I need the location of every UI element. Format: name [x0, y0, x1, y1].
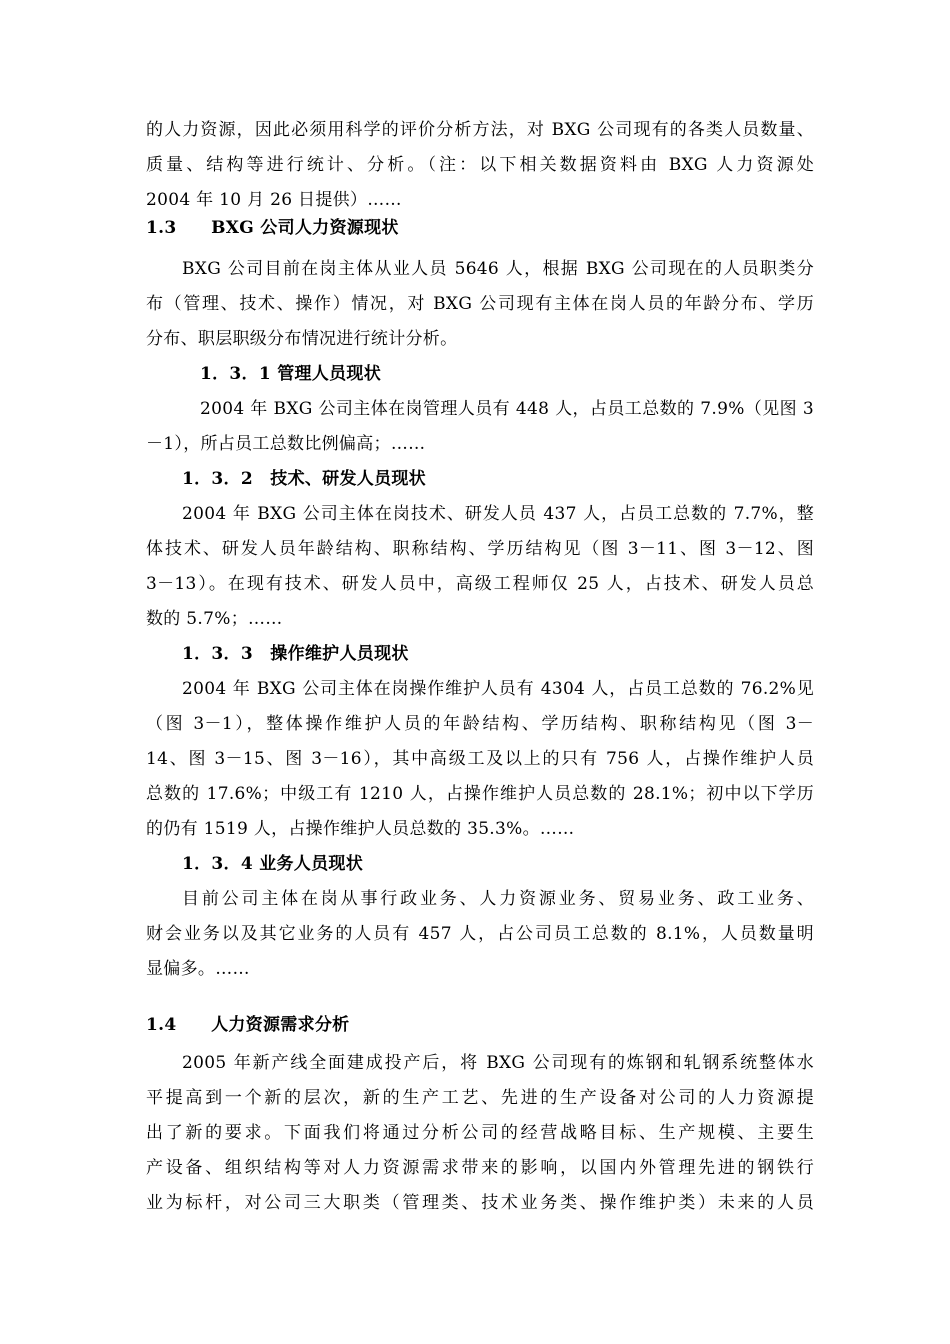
section-1-3-3-line-4: 总数的 17.6%；中级工有 1210 人，占操作维护人员总数的 28.1%；初中以下学历 [146, 784, 814, 804]
section-1-3-3-line-5: 的仍有 1519 人，占操作维护人员总数的 35.3%。…… [146, 819, 575, 839]
section-1-3-heading: 1.3 BXG 公司人力资源现状 [146, 218, 399, 238]
section-1-4-line-1: 2005 年新产线全面建成投产后，将 BXG 公司现有的炼钢和轧钢系统整体水 [182, 1053, 814, 1073]
section-1-4-heading: 1.4 人力资源需求分析 [146, 1015, 350, 1035]
intro-line-2: 质量、结构等进行统计、分析。（注：以下相关数据资料由 BXG 人力资源处 [146, 155, 814, 175]
section-1-3-2-line-4: 数的 5.7%；…… [146, 609, 283, 629]
section-1-3-1-line-2: －1），所占员工总数比例偏高；…… [146, 434, 426, 454]
section-1-3-line-3: 分布、职层职级分布情况进行统计分析。 [146, 329, 458, 349]
section-1-3-4-heading: 1．3．4 业务人员现状 [182, 854, 364, 874]
section-1-3-4-line-1: 目前公司主体在岗从事行政业务、人力资源业务、贸易业务、政工业务、 [182, 889, 814, 909]
section-1-3-2-line-1: 2004 年 BXG 公司主体在岗技术、研发人员 437 人，占员工总数的 7.7%，整 [182, 504, 814, 524]
section-1-3-1-line-1: 2004 年 BXG 公司主体在岗管理人员有 448 人，占员工总数的 7.9%（见图 3 [200, 399, 814, 419]
intro-line-3: 2004 年 10 月 26 日提供）…… [146, 190, 402, 210]
section-1-3-line-2: 布（管理、技术、操作）情况，对 BXG 公司现有主体在岗人员的年龄分布、学历 [146, 294, 814, 314]
section-1-3-2-line-3: 3－13）。在现有技术、研发人员中，高级工程师仅 25 人，占技术、研发人员总 [146, 574, 814, 594]
section-1-3-3-line-2: （图 3－1），整体操作维护人员的年龄结构、学历结构、职称结构见（图 3－ [146, 714, 814, 734]
section-1-3-3-heading: 1．3．3 操作维护人员现状 [182, 644, 409, 664]
section-1-3-3-line-3: 14、图 3－15、图 3－16），其中高级工及以上的只有 756 人，占操作维护人员 [146, 749, 814, 769]
section-1-4-line-4: 产设备、组织结构等对人力资源需求带来的影响，以国内外管理先进的钢铁行 [146, 1158, 814, 1178]
section-1-3-4-line-2: 财会业务以及其它业务的人员有 457 人，占公司员工总数的 8.1%，人员数量明 [146, 924, 814, 944]
section-1-3-1-heading: 1．3．1 管理人员现状 [200, 364, 382, 384]
section-1-3-4-line-3: 显偏多。…… [146, 959, 250, 979]
section-1-4-line-5: 业为标杆，对公司三大职类（管理类、技术业务类、操作维护类）未来的人员 [146, 1193, 814, 1213]
section-1-4-line-3: 出了新的要求。下面我们将通过分析公司的经营战略目标、生产规模、主要生 [146, 1123, 814, 1143]
section-1-3-line-1: BXG 公司目前在岗主体从业人员 5646 人，根据 BXG 公司现在的人员职类分 [182, 259, 814, 279]
section-1-4-line-2: 平提高到一个新的层次，新的生产工艺、先进的生产设备对公司的人力资源提 [146, 1088, 814, 1108]
section-1-3-2-line-2: 体技术、研发人员年龄结构、职称结构、学历结构见（图 3－11、图 3－12、图 [146, 539, 814, 559]
section-1-3-2-heading: 1．3．2 技术、研发人员现状 [182, 469, 426, 489]
intro-line-1: 的人力资源，因此必须用科学的评价分析方法，对 BXG 公司现有的各类人员数量、 [146, 120, 814, 140]
section-1-3-3-line-1: 2004 年 BXG 公司主体在岗操作维护人员有 4304 人，占员工总数的 76.2%见 [182, 679, 814, 699]
